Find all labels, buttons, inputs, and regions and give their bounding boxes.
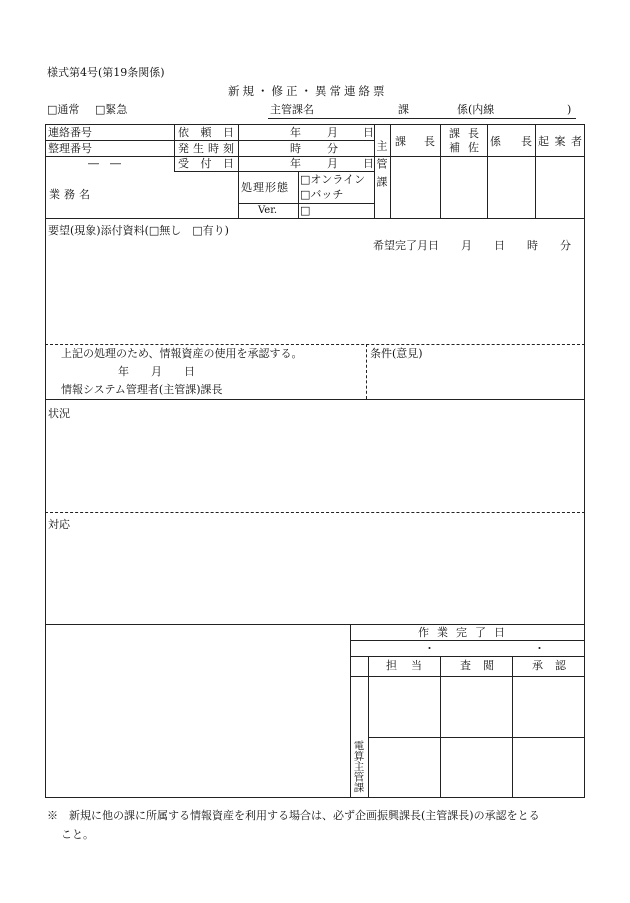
status-label: 状況 xyxy=(48,407,70,420)
irai-tsuki: 月 xyxy=(327,126,338,139)
uketsuke-hi: 日 xyxy=(363,157,374,170)
work-complete-date-dots: ・ ・ xyxy=(424,642,545,655)
kacho-hosa-header-line2: 補 佐 xyxy=(449,141,479,154)
hassei-jikoku-label: 発 生 時 刻 xyxy=(178,142,234,155)
kacho-hosa-header-line1: 課 長 xyxy=(449,127,479,140)
shukan-ka-label: 主管課 xyxy=(375,140,388,194)
form-number: 様式第4号(第19条関係) xyxy=(47,66,165,79)
renraku-bango-label: 連絡番号 xyxy=(48,126,92,139)
section-extension-label: 係(内線 xyxy=(457,103,495,116)
uketsuke-bi-label: 受 付 日 xyxy=(178,157,234,170)
ver-label: Ver. xyxy=(258,205,278,216)
shonin-header: 承 認 xyxy=(532,659,566,672)
approval-signer: 情報システム管理者(主管課)課長 xyxy=(61,383,223,396)
uketsuke-tsuki: 月 xyxy=(327,157,338,170)
urgency-normal-checkbox[interactable]: □通常 xyxy=(47,103,80,116)
kacho-header: 課 長 xyxy=(395,135,435,148)
request-label: 要望(現象)添付資料(□無し □有り) xyxy=(48,224,229,237)
seiri-bango-label: 整理番号 xyxy=(48,142,92,155)
irai-hi: 日 xyxy=(363,126,374,139)
page-title: 新規・修正・異常連絡票 xyxy=(228,84,388,98)
batch-checkbox[interactable]: □バッチ xyxy=(300,188,344,201)
response-label: 対応 xyxy=(48,518,70,531)
dept-name-underline xyxy=(268,118,576,119)
uketsuke-nen: 年 xyxy=(290,157,301,170)
tanto-header: 担 当 xyxy=(386,659,422,672)
kiansha-header: 起 案 者 xyxy=(538,135,582,148)
conditions-label: 条件(意見) xyxy=(370,347,423,360)
gyomu-mei-label: 業務名 xyxy=(49,188,94,201)
hassei-fun: 分 xyxy=(327,142,338,155)
status-response-divider xyxy=(45,512,585,513)
approval-date: 年 月 日 xyxy=(118,365,195,378)
irai-bi-label: 依 頼 日 xyxy=(178,126,234,139)
kakaricho-header: 係 長 xyxy=(490,135,532,148)
response-bottom-line xyxy=(45,624,585,625)
footnote-line1: ※ 新規に他の課に所属する情報資産を利用する場合は、必ず企画振興課長(主管課長)の承認をとる xyxy=(47,809,540,822)
seiri-bango-dashes: ― ― xyxy=(88,157,121,170)
shori-keitai-label: 処理形態 xyxy=(241,181,289,194)
sakan-header: 査 閲 xyxy=(460,659,494,672)
approval-statement: 上記の処理のため、情報資産の使用を承認する。 xyxy=(61,347,303,360)
extension-close-paren: ) xyxy=(567,103,572,116)
ver-checkbox[interactable]: □ xyxy=(300,204,311,217)
densan-shukan-ka-label: 電算主管課 xyxy=(352,740,365,793)
online-checkbox[interactable]: □オンライン xyxy=(300,173,366,186)
approval-top-line xyxy=(45,344,585,345)
top-section-bottom xyxy=(45,218,585,219)
dept-ka-label: 課 xyxy=(398,103,409,116)
irai-nen: 年 xyxy=(290,126,301,139)
work-complete-date-label: 作業完了日 xyxy=(418,626,513,639)
approval-divider xyxy=(366,344,367,399)
urgency-urgent-checkbox[interactable]: □緊急 xyxy=(95,103,128,116)
dept-name-label: 主管課名 xyxy=(270,103,314,116)
approval-bottom-line xyxy=(45,399,585,400)
footnote-line2: こと。 xyxy=(61,828,94,841)
hassei-ji: 時 xyxy=(290,142,301,155)
desired-completion: 希望完了月日 月 日 時 分 xyxy=(373,239,571,252)
